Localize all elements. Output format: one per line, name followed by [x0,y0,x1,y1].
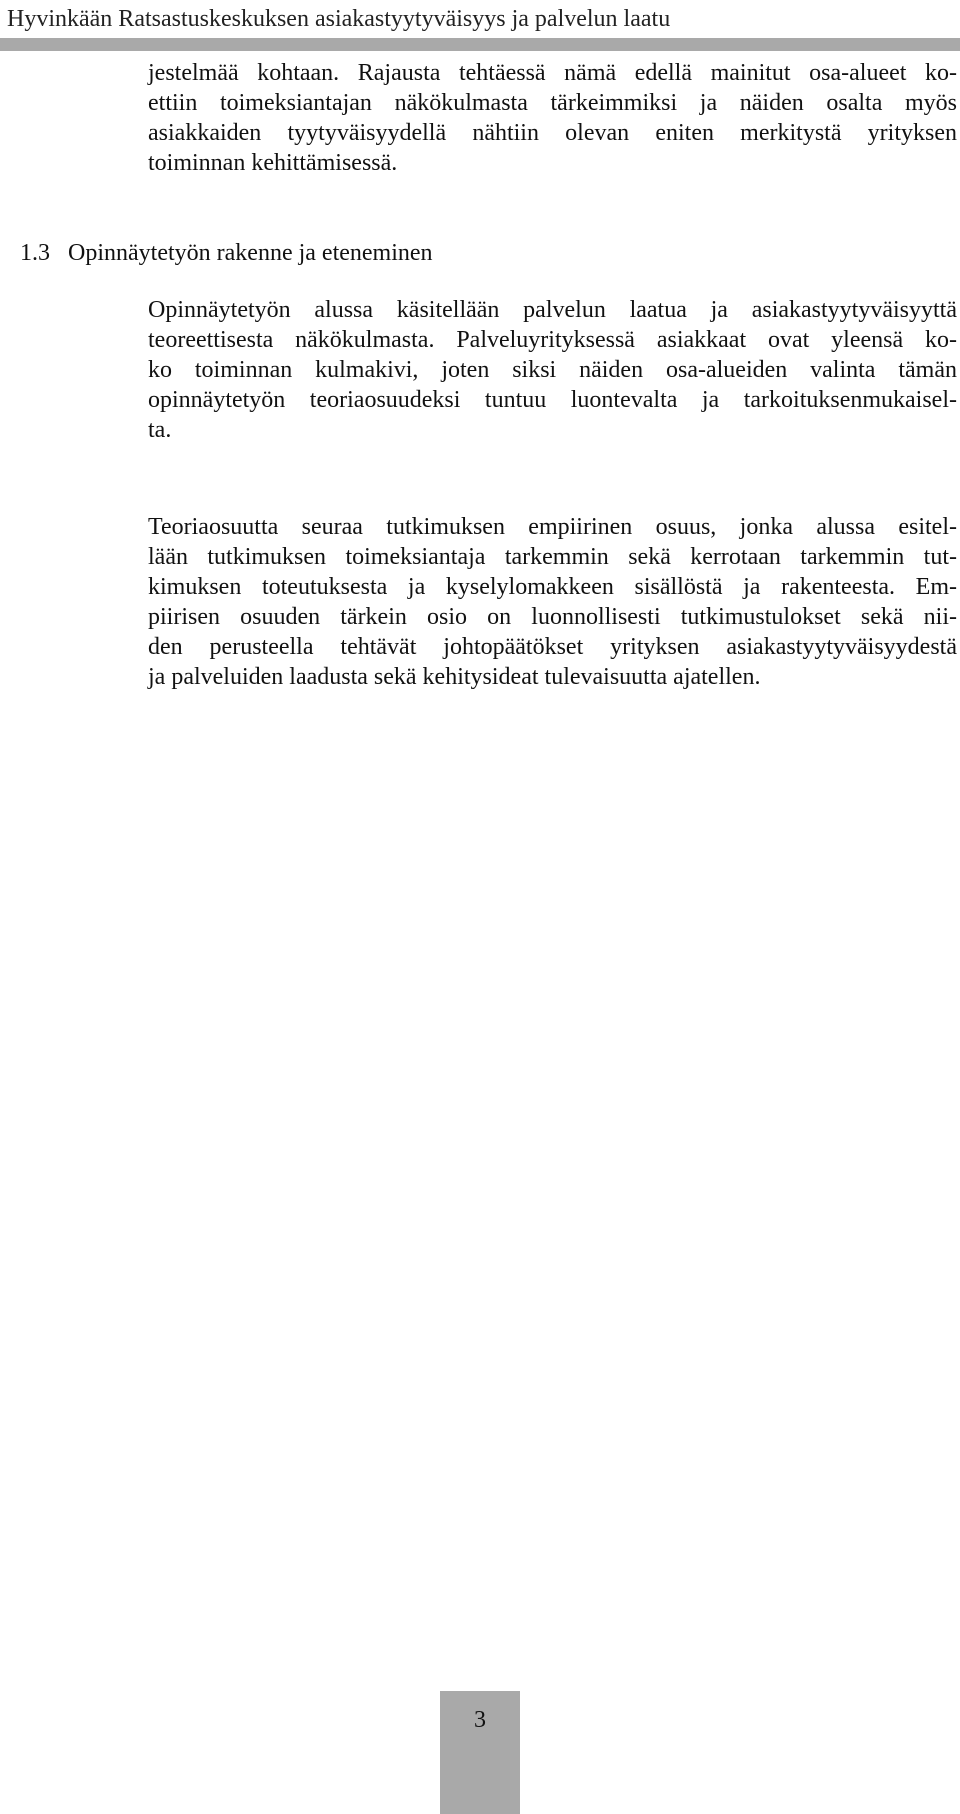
paragraph-structure-empirical [148,512,957,692]
text-line: piirisen osuuden tärkein osio on luonnollisesti tutkimustulokset sekä nii- [148,604,957,630]
text-line: lään tutkimuksen toimeksiantaja tarkemmin sekä kerrotaan tarkemmin tut- [148,544,957,570]
page-number: 3 [474,1707,486,1733]
section-number: 1.3 [20,240,50,266]
text-line: toiminnan kehittämisessä. [148,150,398,176]
text-line: asiakkaiden tyytyväisyydellä nähtiin olevan eniten merkitystä yrityksen [148,120,957,146]
text-line: ko toiminnan kulmakivi, joten siksi näiden osa-alueiden valinta tämän [148,357,957,383]
text-line: opinnäytetyön teoriaosuudeksi tuntuu luontevalta ja tarkoituksenmukaisel- [148,387,957,413]
text-line: ta. [148,417,172,443]
section-title: Opinnäytetyön rakenne ja eteneminen [68,240,433,266]
section-heading [20,238,433,268]
paragraph-structure-theory [148,295,957,445]
text-line: jestelmää kohtaan. Rajausta tehtäessä nämä edellä mainitut osa-alueet ko- [148,60,957,86]
page-number-box [440,1691,520,1814]
text-line: Teoriaosuutta seuraa tutkimuksen empiirinen osuus, jonka alussa esitel- [148,514,957,540]
text-line: ja palveluiden laadusta sekä kehitysideat tulevaisuutta ajatellen. [148,664,761,690]
text-line: den perusteella tehtävät johtopäätökset yrityksen asiakastyytyväisyydestä [148,634,957,660]
paragraph-intro-continuation [148,58,957,178]
text-line: ettiin toimeksiantajan näkökulmasta tärkeimmiksi ja näiden osalta myös [148,90,957,116]
text-line: Opinnäytetyön alussa käsitellään palvelun laatua ja asiakastyytyväisyyttä [148,297,957,323]
running-header-title: Hyvinkään Ratsastuskeskuksen asiakastyytyväisyys ja palvelun laatu [7,6,671,32]
header-rule [0,38,960,51]
text-line: kimuksen toteutuksesta ja kyselylomakkeen sisällöstä ja rakenteesta. Em- [148,574,957,600]
text-line: teoreettisesta näkökulmasta. Palveluyrityksessä asiakkaat ovat yleensä ko- [148,327,957,353]
page-header [0,0,960,52]
